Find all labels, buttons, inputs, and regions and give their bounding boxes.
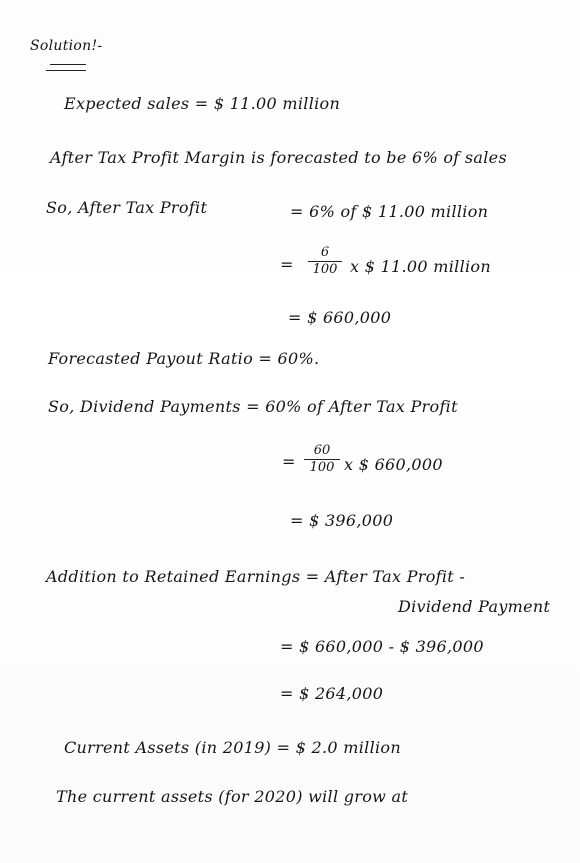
payout-ratio-line: Forecasted Payout Ratio = 60%. [48,349,320,368]
after-tax-profit-label: So, After Tax Profit [46,198,208,217]
retained-earnings-result: = $ 264,000 [280,684,384,703]
after-tax-profit-eq2-equals: = [280,255,294,274]
dividend-payments-line: So, Dividend Payments = 60% of After Tax Profit [48,397,458,416]
heading-underline-2 [46,70,86,71]
dividend-fraction [304,444,340,475]
retained-earnings-line2: Dividend Payment [398,597,551,616]
retained-earnings-eq: = $ 660,000 - $ 396,000 [280,637,484,656]
after-tax-profit-fraction [308,246,342,277]
fraction-denominator: 100 [312,262,338,277]
current-assets-2019-line: Current Assets (in 2019) = $ 2.0 million [64,738,401,757]
dividend-eq-equals: = [282,452,296,471]
fraction-numerator: 60 [313,443,331,458]
dividend-eq-rest: x $ 660,000 [344,455,443,474]
solution-heading: Solution!- [30,38,103,54]
fraction-numerator: 6 [320,245,330,260]
dividend-result: = $ 396,000 [290,511,394,530]
expected-sales-line: Expected sales = $ 11.00 million [64,94,341,113]
after-tax-profit-eq2-rest: x $ 11.00 million [350,257,491,276]
fraction-denominator: 100 [309,460,335,475]
margin-intro-line: After Tax Profit Margin is forecasted to be 6% of sales [50,148,507,167]
heading-underline-1 [50,64,86,65]
current-assets-growth-line: The current assets (for 2020) will grow at [56,787,409,806]
retained-earnings-line1: Addition to Retained Earnings = After Tax Profit - [46,567,466,586]
after-tax-profit-eq1: = 6% of $ 11.00 million [290,202,489,221]
after-tax-profit-result: = $ 660,000 [288,308,392,327]
